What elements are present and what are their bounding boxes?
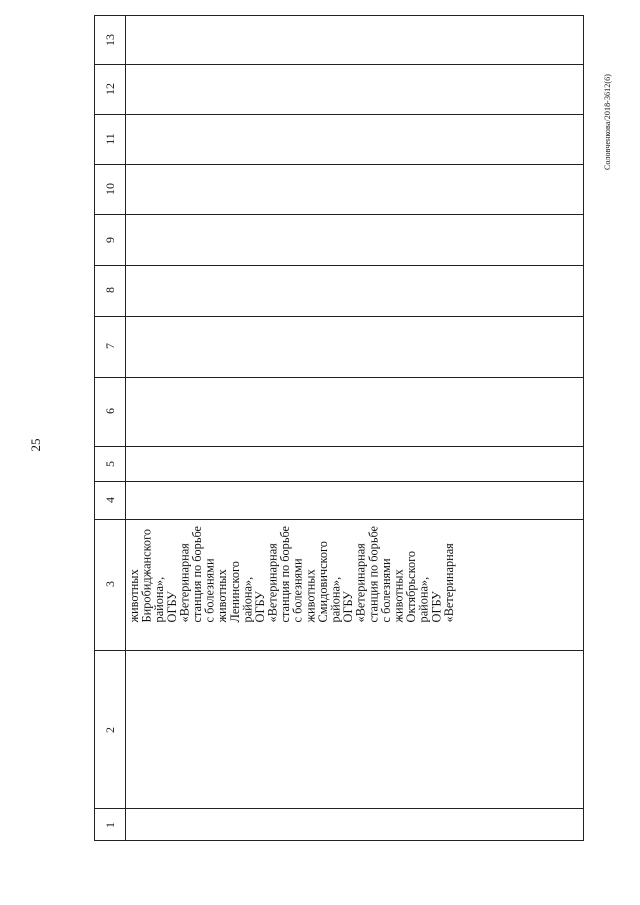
- document-code: Соловченкова/2018-3612(6): [603, 74, 612, 170]
- cell-text-line: района»,: [416, 576, 431, 623]
- cell-text-line: «Ветеринарная: [441, 543, 456, 623]
- cell-text-line: района»,: [152, 576, 167, 623]
- cell-text-line: с болезнями: [290, 558, 305, 623]
- cell-text-line: «Ветеринарная: [177, 543, 192, 623]
- cell-text-line: ОГБУ: [429, 591, 444, 623]
- column-number-10: 10: [102, 183, 117, 195]
- cell-text-line: с болезнями: [378, 558, 393, 623]
- column-number-7: 7: [102, 343, 117, 349]
- cell-text-line: района»,: [328, 576, 343, 623]
- cell-text-line: животных: [303, 569, 318, 623]
- column-number-12: 12: [102, 83, 117, 95]
- data-table: [94, 15, 584, 841]
- cell-text-line: «Ветеринарная: [353, 543, 368, 623]
- column-number-2: 2: [102, 727, 117, 733]
- column-divider: [95, 446, 583, 447]
- organization-list-text: [127, 526, 456, 623]
- column-divider: [95, 316, 583, 317]
- page-number: 25: [28, 438, 43, 452]
- column-divider: [95, 481, 583, 482]
- column-number-11: 11: [102, 133, 117, 145]
- column-divider: [95, 114, 583, 115]
- cell-column-3: [127, 526, 456, 652]
- column-number-5: 5: [102, 461, 117, 467]
- cell-text-line: животных: [127, 569, 141, 623]
- cell-text-line: Биробиджанского: [139, 529, 154, 623]
- cell-text-line: района»,: [240, 576, 255, 623]
- column-number-6: 6: [102, 408, 117, 414]
- column-number-3: 3: [102, 581, 117, 587]
- column-number-8: 8: [102, 287, 117, 293]
- cell-text-line: станция по борьбе: [189, 526, 204, 623]
- cell-text-line: Ленинского: [227, 561, 242, 623]
- column-divider: [95, 377, 583, 378]
- column-divider: [95, 265, 583, 266]
- cell-text-line: с болезнями: [202, 558, 217, 623]
- cell-text-line: Смидовичского: [315, 541, 330, 623]
- column-number-13: 13: [102, 34, 117, 46]
- cell-text-line: станция по борьбе: [278, 526, 293, 623]
- column-divider: [95, 808, 583, 809]
- column-number-9: 9: [102, 237, 117, 243]
- column-divider: [95, 214, 583, 215]
- cell-text-line: ОГБУ: [252, 591, 267, 623]
- column-number-1: 1: [102, 822, 117, 828]
- cell-text-line: Октябрьского: [404, 551, 419, 623]
- cell-text-line: станция по борьбе: [366, 526, 381, 623]
- column-divider: [95, 164, 583, 165]
- cell-text-line: ОГБУ: [341, 591, 356, 623]
- column-divider: [95, 64, 583, 65]
- column-divider: [95, 519, 583, 520]
- cell-text-line: ОГБУ: [164, 591, 179, 623]
- cell-text-line: «Ветеринарная: [265, 543, 280, 623]
- cell-text-line: животных: [391, 569, 406, 623]
- cell-text-line: животных: [215, 569, 230, 623]
- column-number-4: 4: [102, 497, 117, 503]
